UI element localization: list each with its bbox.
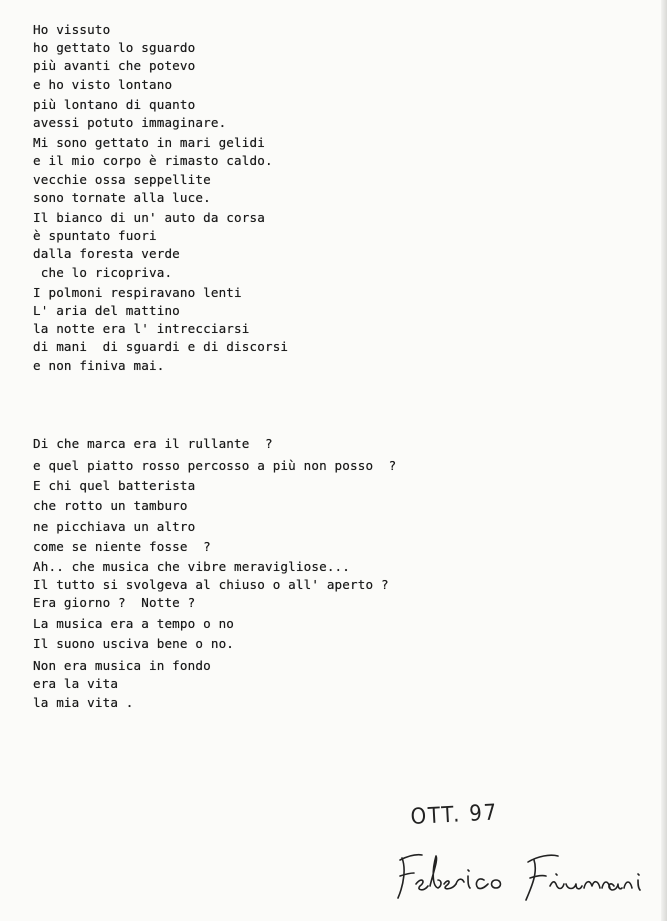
poem-line: Il suono usciva bene o no. bbox=[33, 635, 235, 651]
poem-line: sono tornate alla luce. bbox=[33, 189, 211, 205]
poem-line: Ho vissuto bbox=[33, 22, 111, 37]
poem-line: la mia vita . bbox=[33, 694, 134, 710]
poem-line: avessi potuto immaginare. bbox=[33, 115, 227, 131]
poem-line: L' aria del mattino bbox=[33, 303, 180, 319]
poem-line: ho gettato lo sguardo bbox=[33, 40, 196, 56]
poem-line: e il mio corpo è rimasto caldo. bbox=[33, 153, 273, 169]
poem-line: Ah.. che musica che vibre meravigliose... bbox=[33, 559, 351, 575]
poem-line: La musica era a tempo o no bbox=[33, 615, 235, 631]
poem-line: E chi quel batterista bbox=[33, 478, 196, 494]
poem-line: più lontano di quanto bbox=[33, 96, 196, 112]
poem-line: Il bianco di un' auto da corsa bbox=[33, 210, 265, 226]
poem-text bbox=[33, 21, 633, 712]
poem-line: come se niente fosse ? bbox=[33, 538, 211, 554]
poem-line: ne picchiava un altro bbox=[33, 518, 196, 534]
poem-line: la notte era l' intrecciarsi bbox=[33, 321, 250, 337]
poem-line: e ho visto lontano bbox=[33, 76, 173, 92]
poem-line: I polmoni respiravano lenti bbox=[33, 284, 242, 300]
poem-line: è spuntato fuori bbox=[33, 228, 157, 244]
poem-line: era la vita bbox=[33, 676, 119, 692]
poem-line: di mani di sguardi e di discorsi bbox=[33, 339, 289, 355]
poem-line: che lo ricopriva. bbox=[33, 264, 173, 280]
poem-line: Non era musica in fondo bbox=[33, 658, 211, 674]
poem-line: Era giorno ? Notte ? bbox=[33, 595, 196, 611]
poem-line: che rotto un tamburo bbox=[33, 498, 188, 514]
handwritten-date: OTT. 97 bbox=[410, 800, 499, 830]
poem-line: Mi sono gettato in mari gelidi bbox=[33, 135, 265, 151]
poem-line: vecchie ossa seppellite bbox=[33, 171, 211, 187]
poem-line: Il tutto si svolgeva al chiuso o all' aperto ? bbox=[33, 577, 389, 593]
poem-line: più avanti che potevo bbox=[33, 58, 196, 74]
poem-line: Di che marca era il rullante ? bbox=[33, 435, 273, 451]
poem-line: e non finiva mai. bbox=[33, 357, 165, 373]
poem-line: dalla foresta verde bbox=[33, 246, 180, 262]
paper-edge bbox=[661, 0, 667, 921]
poem-line: e quel piatto rosso percosso a più non posso ? bbox=[33, 458, 397, 474]
handwritten-signature bbox=[392, 846, 652, 906]
